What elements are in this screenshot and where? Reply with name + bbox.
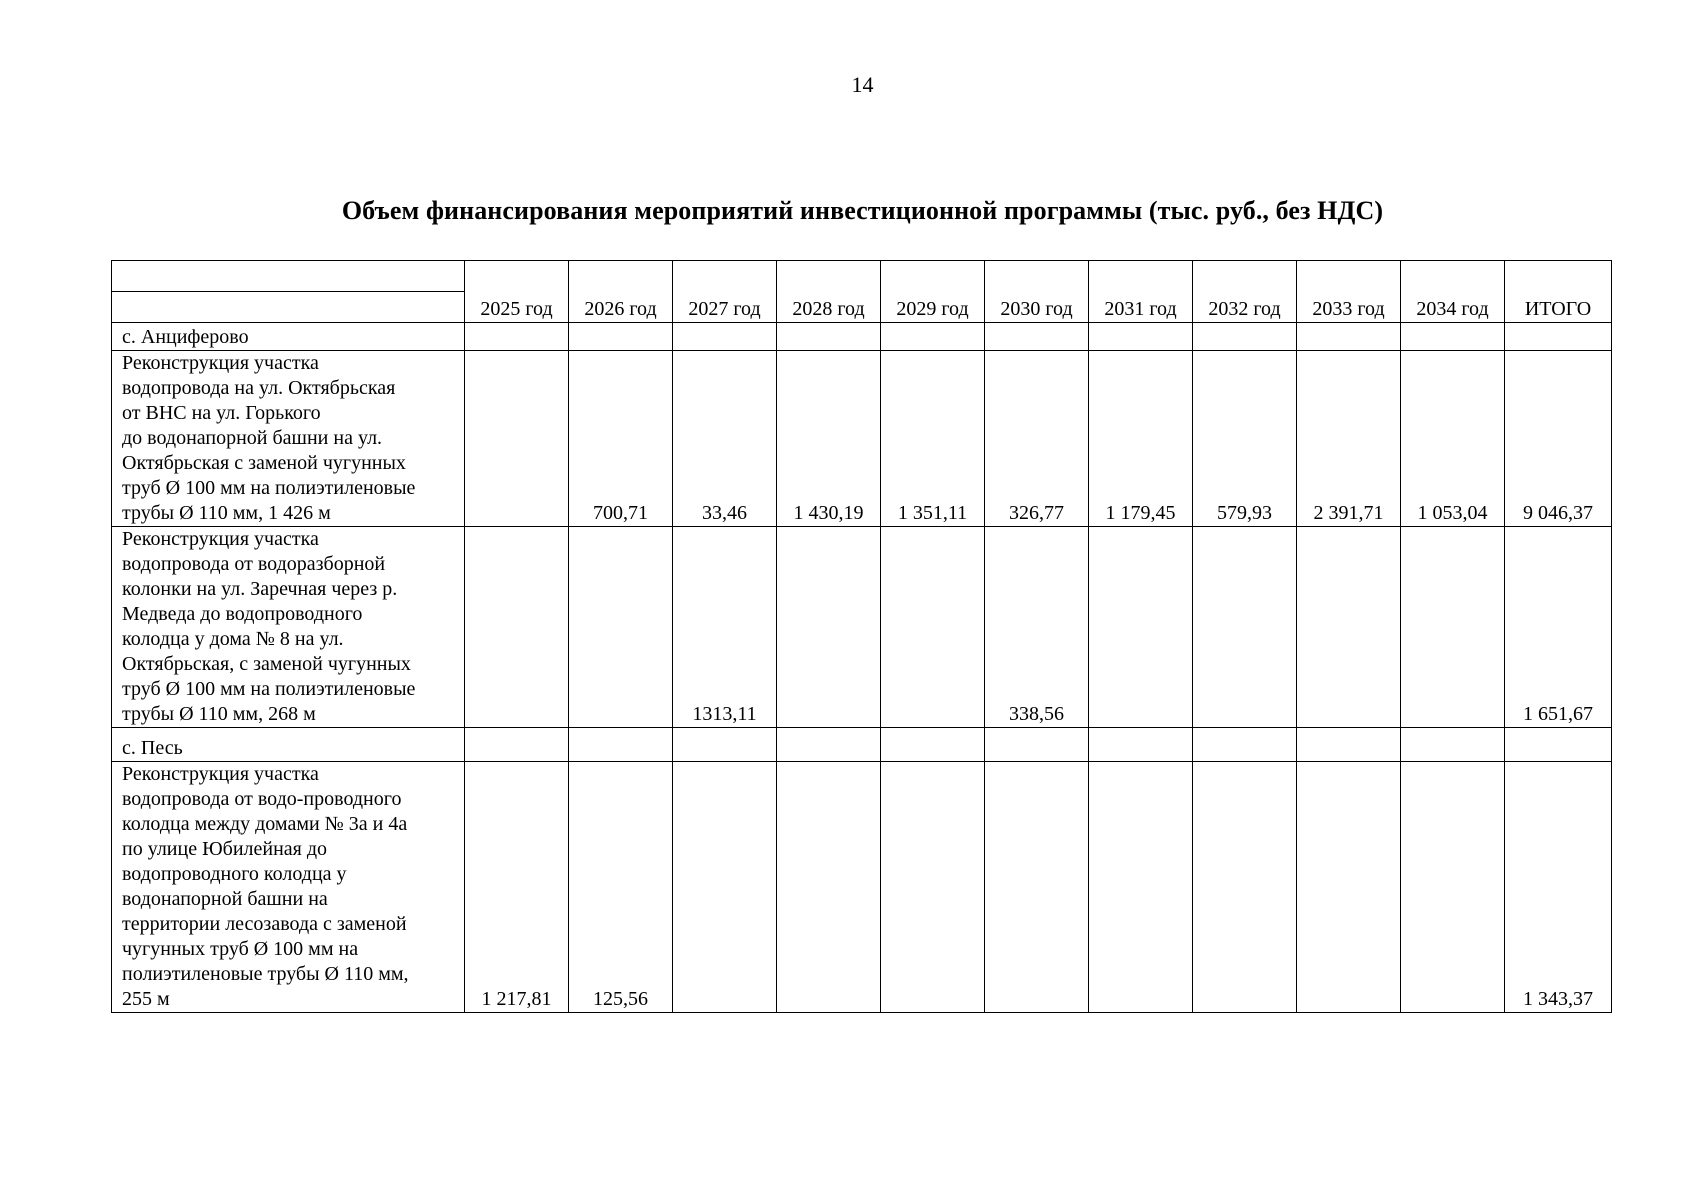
total-cell: 9 046,37 xyxy=(1505,351,1612,527)
value-cell xyxy=(1297,762,1401,1013)
value-cell xyxy=(1401,762,1505,1013)
total-cell: 1 651,67 xyxy=(1505,527,1612,728)
value-cell: 125,56 xyxy=(569,762,673,1013)
project-description: Реконструкция участка водопровода от водо-проводного колодца между домами № 3а и 4а по улице Юбилейная до водопроводного колодца у водонапорной башни на территории лесозавода с заменой чугунных труб Ø 100 мм на полиэтиленовые трубы Ø 110 мм, 255 м xyxy=(112,762,465,1013)
header-year-cell: 2034 год xyxy=(1401,261,1505,323)
value-cell: 1313,11 xyxy=(673,527,777,728)
value-cell: 579,93 xyxy=(1193,351,1297,527)
value-cell: 338,56 xyxy=(985,527,1089,728)
section-label: с. Анциферово xyxy=(112,323,465,351)
value-cell: 33,46 xyxy=(673,351,777,527)
value-cell: 1 351,11 xyxy=(881,351,985,527)
header-empty-cell xyxy=(112,261,465,292)
table-row xyxy=(112,527,1612,728)
value-cell xyxy=(985,762,1089,1013)
value-cell xyxy=(465,527,569,728)
document-title: Объем финансирования мероприятий инвестиционной программы (тыс. руб., без НДС) xyxy=(341,196,1384,225)
project-description: Реконструкция участка водопровода от водоразборной колонки на ул. Заречная через р. Медведа до водопроводного колодца у дома № 8 на ул. Октябрьская, с заменой чугунных труб Ø 100 мм на полиэтиленовые трубы Ø 110 мм, 268 м xyxy=(112,527,465,728)
page-number: 14 xyxy=(851,72,874,97)
header-year-cell: 2027 год xyxy=(673,261,777,323)
value-cell xyxy=(1193,527,1297,728)
value-cell xyxy=(777,762,881,1013)
header-year-cell: 2026 год xyxy=(569,261,673,323)
value-cell: 1 179,45 xyxy=(1089,351,1193,527)
value-cell: 326,77 xyxy=(985,351,1089,527)
total-cell: 1 343,37 xyxy=(1505,762,1612,1013)
value-cell: 700,71 xyxy=(569,351,673,527)
section-row xyxy=(112,323,1612,351)
header-year-cell: 2028 год xyxy=(777,261,881,323)
section-row xyxy=(112,728,1612,762)
table-header-top-row xyxy=(112,261,1612,292)
value-cell xyxy=(465,351,569,527)
header-year-cell: 2029 год xyxy=(881,261,985,323)
value-cell xyxy=(569,527,673,728)
value-cell xyxy=(673,762,777,1013)
table-row xyxy=(112,762,1612,1013)
value-cell: 1 053,04 xyxy=(1401,351,1505,527)
table-row xyxy=(112,351,1612,527)
value-cell xyxy=(881,527,985,728)
value-cell xyxy=(881,762,985,1013)
value-cell: 1 217,81 xyxy=(465,762,569,1013)
value-cell xyxy=(1089,527,1193,728)
value-cell xyxy=(777,527,881,728)
header-year-cell: 2031 год xyxy=(1089,261,1193,323)
header-year-cell: 2032 год xyxy=(1193,261,1297,323)
header-year-cell: 2030 год xyxy=(985,261,1089,323)
financing-table xyxy=(111,260,1612,1013)
section-label: с. Песь xyxy=(112,728,465,762)
value-cell: 2 391,71 xyxy=(1297,351,1401,527)
value-cell xyxy=(1297,527,1401,728)
value-cell: 1 430,19 xyxy=(777,351,881,527)
header-year-cell: 2033 год xyxy=(1297,261,1401,323)
project-description: Реконструкция участка водопровода на ул. Октябрьская от ВНС на ул. Горького до водонапорной башни на ул. Октябрьская с заменой чугунных труб Ø 100 мм на полиэтиленовые трубы Ø 110 мм, 1 426 м xyxy=(112,351,465,527)
value-cell xyxy=(1089,762,1193,1013)
value-cell xyxy=(1401,527,1505,728)
value-cell xyxy=(1193,762,1297,1013)
header-total-cell: ИТОГО xyxy=(1505,261,1612,323)
header-empty-cell xyxy=(112,292,465,323)
header-year-cell: 2025 год xyxy=(465,261,569,323)
